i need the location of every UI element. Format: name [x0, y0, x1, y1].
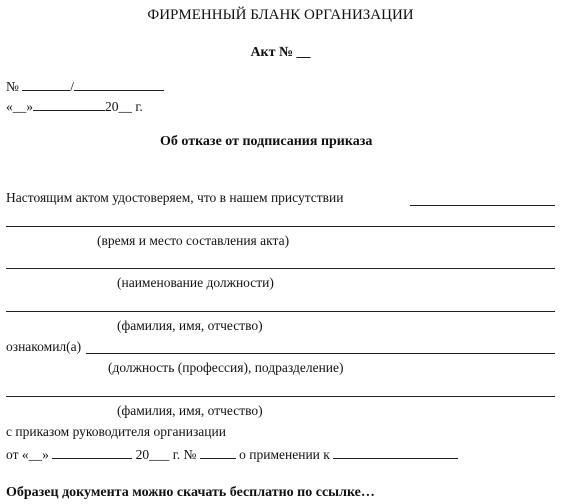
- act-number-blank-2: [74, 77, 164, 91]
- order-number-blank: [200, 445, 236, 459]
- introduced-line: [86, 353, 555, 354]
- order-from-label: от «__»: [6, 447, 49, 462]
- order-application-blank: [333, 445, 458, 459]
- introduced-label: ознакомил(а): [6, 339, 82, 354]
- act-number-blank-1: [22, 77, 70, 91]
- intro-text: Настоящим актом удостоверяем, что в нашем присутствии: [6, 190, 344, 205]
- act-date-day: «__»: [6, 99, 33, 114]
- position-line: [6, 268, 555, 269]
- caption-fullname-1: (фамилия, имя, отчество): [117, 318, 263, 333]
- intro-blank-line: [410, 205, 555, 206]
- act-number-line: [6, 77, 164, 95]
- caption-position-dept: (должность (профессия), подразделение): [108, 360, 344, 375]
- order-number-label: №: [183, 447, 197, 462]
- caption-fullname-2: (фамилия, имя, отчество): [117, 403, 263, 418]
- document-subject: Об отказе от подписания приказа: [160, 134, 373, 149]
- order-year-label: 20___ г.: [135, 447, 181, 462]
- act-number-separator: /: [70, 79, 75, 94]
- caption-position: (наименование должности): [117, 275, 274, 290]
- act-date-line: [6, 97, 143, 115]
- caption-time-place: (время и место составления акта): [97, 233, 290, 248]
- order-month-blank: [52, 445, 132, 459]
- fullname-line-1: [6, 311, 555, 312]
- fullname-line-2: [6, 396, 555, 397]
- act-number-prefix: №: [6, 79, 19, 94]
- order-details-line: [6, 445, 458, 463]
- act-date-month-blank: [33, 97, 105, 111]
- order-application-label: о применении к: [239, 447, 330, 462]
- act-date-year: 20__ г.: [105, 99, 143, 114]
- letterhead-title: ФИРМЕННЫЙ БЛАНК ОРГАНИЗАЦИИ: [147, 7, 414, 23]
- time-place-line: [6, 226, 555, 227]
- order-text: с приказом руководителя организации: [6, 424, 226, 439]
- act-title: Акт № __: [250, 45, 311, 60]
- download-note: Образец документа можно скачать бесплатно по ссылке…: [6, 485, 375, 500]
